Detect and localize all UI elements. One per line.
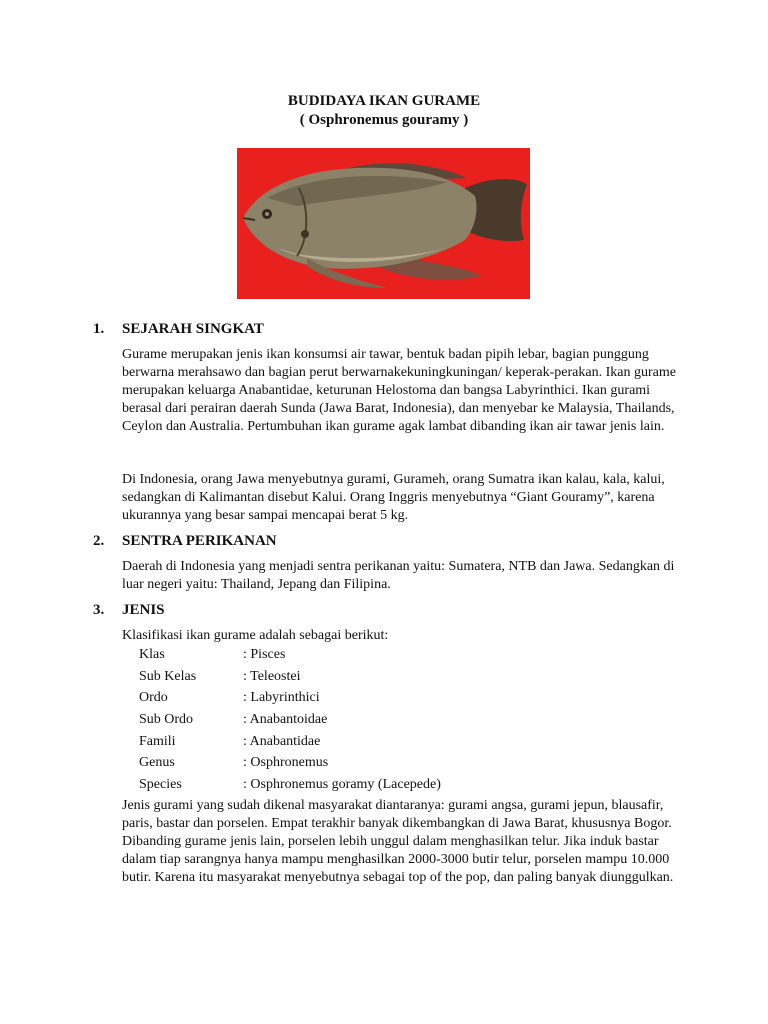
section-1-paragraph-1: Gurame merupakan jenis ikan konsumsi air tawar, bentuk badan pipih lebar, bagian punggung berwarna merahsawo dan bagian perut berwarnakekuningkuningan/ keperak-perakan. Ikan gurame merupakan keluarga Anabantidae, keturunan Helostoma dan bangsa Labyrinthici. Ikan gurami berasal dari perairan daerah Sunda (Jawa Barat, Indonesia), dan menyebar ke Malaysia, Thailands, Ceylon dan Australia. Pertumbuhan ikan gurame agak lambat dibanding ikan air tawar jenis lain. — [122, 347, 676, 434]
classification-key: Sub Ordo — [139, 712, 194, 727]
classification-key: Famili — [139, 734, 176, 749]
section-number: 1. — [93, 321, 105, 337]
section-title: SEJARAH SINGKAT — [122, 321, 264, 337]
classification-value: : Anabantidae — [243, 734, 321, 749]
document-subtitle: ( Osphronemus gouramy ) — [299, 112, 469, 128]
classification-key: Species — [139, 777, 182, 792]
classification-value: : Labyrinthici — [243, 690, 320, 705]
classification-key: Sub Kelas — [139, 669, 197, 684]
section-3-paragraph: Jenis gurami yang sudah dikenal masyarakat diantaranya: gurami angsa, gurami jepun, blausafir, paris, bastar dan porselen. Empat terakhir banyak dikembangkan di Jawa Barat, khususnya Bogor. Dibanding gurame jenis lain, porselen lebih unggul dalam menghasilkan telur. Jika induk bastar dalam tiap sarangnya hanya mampu menghasilkan 2000-3000 butir telur, porselen mampu 10.000 butir. Karena itu masyarakat menyebutnya sebagai top of the pop, dan paling banyak diunggulkan. — [122, 798, 674, 885]
classification-key: Klas — [139, 647, 165, 662]
section-number: 2. — [93, 533, 105, 549]
classification-value: : Osphronemus goramy (Lacepede) — [243, 777, 441, 792]
section-2-paragraph: Daerah di Indonesia yang menjadi sentra perikanan yaitu: Sumatera, NTB dan Jawa. Sedangkan di luar negeri yaitu: Thailand, Jepang dan Filipina. — [122, 559, 675, 592]
section-number: 3. — [93, 602, 105, 618]
classification-value: : Pisces — [243, 647, 286, 662]
classification-value: : Teleostei — [243, 669, 301, 684]
section-title: JENIS — [122, 602, 165, 618]
classification-intro: Klasifikasi ikan gurame adalah sebagai berikut: — [122, 628, 389, 643]
section-title: SENTRA PERIKANAN — [122, 533, 277, 549]
classification-key: Genus — [139, 755, 175, 770]
classification-key: Ordo — [139, 690, 168, 705]
classification-value: : Anabantoidae — [243, 712, 328, 727]
fish-photo — [237, 148, 530, 299]
document-title: BUDIDAYA IKAN GURAME — [287, 93, 481, 109]
section-1-paragraph-2: Di Indonesia, orang Jawa menyebutnya gurami, Gurameh, orang Sumatra ikan kalau, kala, kalui, sedangkan di Kalimantan disebut Kalui. Orang Inggris menyebutnya “Giant Gouramy”, karena ukurannya yang besar sampai mencapai berat 5 kg. — [122, 472, 665, 523]
fish-photo-icon — [237, 148, 530, 299]
classification-value: : Osphronemus — [243, 755, 329, 770]
